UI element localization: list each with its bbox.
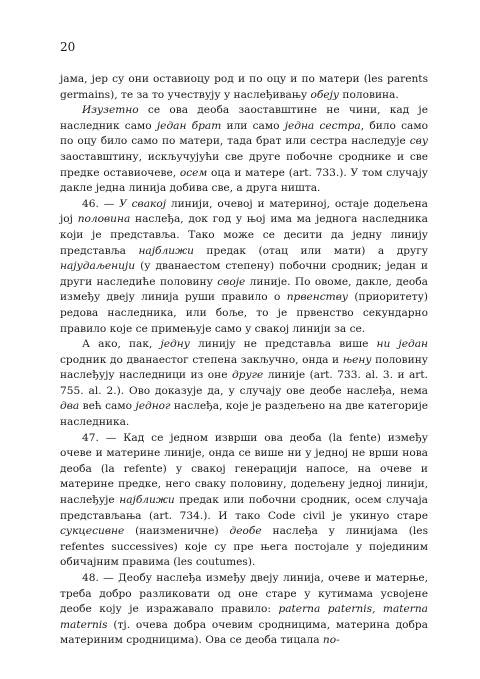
italic-text: једна сестра (284, 119, 361, 132)
text-run: предак или побочни сродник, осем случаја представљања (art. 734.). И тако Code civil је укинуо старе (60, 494, 428, 522)
paragraph (60, 103, 428, 197)
text-run: оца и матере (art. 733.). У том случају дакле једна линија добива све, а друга ништа. (60, 166, 428, 195)
paragraph (60, 571, 428, 649)
page-number: 20 (60, 40, 76, 54)
text-run: А ако, пак, (82, 338, 161, 351)
paragraph (60, 431, 428, 571)
text-run: 46. — (82, 197, 120, 210)
paragraph (60, 337, 428, 431)
italic-text: друге (231, 369, 264, 382)
italic-text: најближи (119, 494, 175, 507)
text-run: се ова деоба заоставштине не чини, кад је наследник само (60, 104, 428, 132)
text-run: (приоритету) редова наследника, или боље, то је првенство секундарно правило које се примењује само у свакој линији за се. (60, 291, 429, 335)
text-run: линије. По овоме, дакле, деоба између двеју линија руши правило о (60, 275, 429, 304)
text-run: наслеђа, док год у њој има ма једнога наследника који је представља. Тако може се десити да једну линију представља (60, 213, 428, 257)
italic-text: ни један (376, 338, 428, 351)
italic-text: деобе (229, 525, 262, 538)
text-run: наслеђа у линијама (les refentes successives) које су пре њега постојале у појединим обичајним правима (les coutumes). (60, 525, 428, 569)
text-run: линији, очевој и материној, остаје додељена јој (60, 197, 428, 226)
italic-text: првенству (286, 291, 349, 304)
italic-text: paterna paternis, materna maternis (60, 603, 428, 631)
text-run: сродник до дванаестог степена закључно, онда и (60, 353, 343, 366)
italic-text: њену (342, 353, 372, 366)
text-run: , било само по оцу било само по матери, тада брат или сестра наследује (60, 119, 428, 148)
italic-text: осем (179, 166, 208, 179)
italic-text: Изузетно (82, 104, 139, 117)
italic-text: једног (135, 400, 171, 413)
text-run: половину наслеђују наследници из оне (60, 353, 428, 382)
italic-text: по- (322, 634, 340, 647)
text-run: јама, јер су они оставиоцу род и по оцу и по матери (les parents germains), те за то учествују у наслеђивању (60, 73, 428, 101)
text-run: предак (отац или мати) а другу (193, 244, 429, 257)
text-run: (у дванаестом степену) побочни сродник; један и други наследиће половину (60, 260, 428, 288)
italic-text: два (60, 400, 80, 413)
italic-text: сву (409, 135, 428, 148)
text-run: заоставштину, искључујући све друге побочне сроднике и све предке оставиочеве, (60, 150, 428, 179)
italic-text: један брат (156, 119, 222, 132)
paragraph (60, 197, 428, 337)
italic-text: У свакој (119, 197, 167, 210)
italic-text: сукцесивне (60, 525, 125, 538)
text-run: (наизменичне) (124, 525, 230, 538)
italic-text: најудаљенији (60, 260, 136, 273)
text-run: линију не представља више (189, 338, 377, 351)
italic-text: једну (160, 338, 190, 351)
text-run: линије (art. 733. al. 3. и art. 755. al. 2.). Ово доказује да, у случају ове деобе наслеђа, нема (60, 369, 428, 397)
text-run: 47. — Кад се једном изврши ова деоба (la fente) између очеве и материне линије, онда се више ни у једној не врши нова деоба (la refente) у свакој генерацији напосе, на очеве и материне предке, него сваку половину, додељену једној линији, наслеђује (60, 431, 428, 507)
text-run: наслеђа, које је раздељено на две категорије наследника. (60, 400, 428, 429)
text-run: 48. — Деобу наслеђа између двеју линија, очеве и матерње, треба добро разликовати од оне старе у кутимама усвојене деобе коју је изражавало правило: (60, 572, 428, 616)
italic-text: половина (77, 213, 131, 226)
italic-text: најближи (138, 244, 194, 257)
text-run: већ само (79, 400, 136, 413)
italic-text: своје (217, 275, 246, 288)
text-run: (тј. очева добра очевим сродницима, материна добра материним сродницима). Ова се деоба тицала (60, 618, 428, 647)
paragraph (60, 72, 428, 103)
body-text (60, 72, 428, 649)
text-run: или само (221, 119, 285, 132)
text-run: половина. (339, 88, 399, 101)
italic-text: обеју (310, 88, 340, 101)
